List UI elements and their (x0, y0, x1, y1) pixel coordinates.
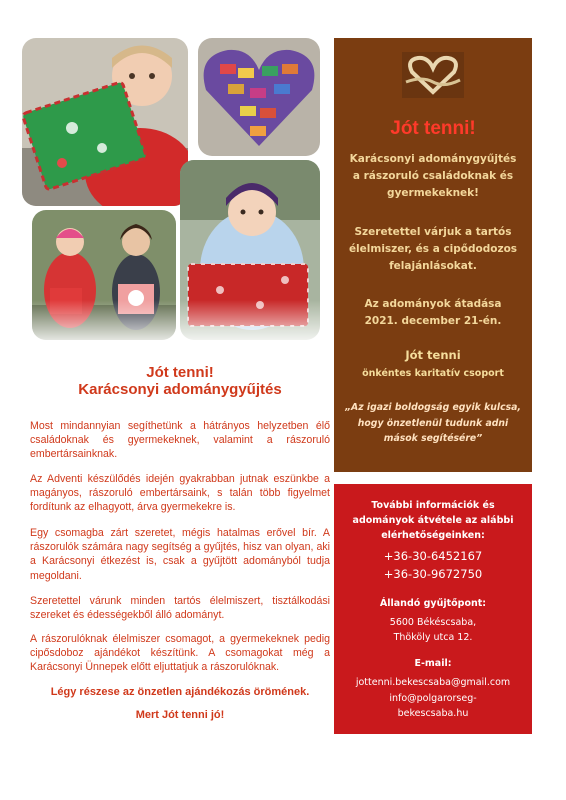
email-link-2[interactable]: info@polgarorseg- bekescsaba.hu (389, 693, 477, 719)
contact-info-heading: További információk és adományok átvétele az alábbi elérhetőségeinken: (352, 500, 514, 541)
closing-line-1: Légy részese az önzetlen ajándékozás örömének. (50, 686, 310, 698)
org-description: önkéntes karitatív csoport (362, 368, 504, 379)
paragraph-2: Az Adventi készülődés idején gyakrabban jutnak eszünkbe a magányos, rászoruló embertársaink, s talán több figyelmet fordítunk az elhagyott, árva gyermekekre is. (30, 473, 330, 514)
panel-handover-date: Az adományok átadása 2021. december 21-én. (364, 298, 502, 327)
panel-invitation: Szeretettel várjuk a tartós élelmiszer, és a cipődodozos felajánlásokat. (348, 226, 518, 272)
email-label: E-mail: (414, 658, 452, 669)
contact-panel (334, 484, 532, 734)
org-name: Jót tenni (405, 348, 461, 362)
collection-address: 5600 Békéscsaba, Thököly utca 12. (389, 617, 477, 643)
paragraph-4: Szeretettel várunk minden tartós élelmiszert, tisztálkodási szereket és édességekből álló adományt. (30, 595, 330, 622)
panel-quote: „Az igazi boldogság egyik kulcsa, hogy önzetlenül tudunk adni mások segítésére” (345, 402, 521, 444)
photo-child-with-gift-box (22, 38, 188, 206)
closing-line-2: Mert Jót tenni jó! (135, 709, 225, 721)
paragraph-3: Egy csomagba zárt szeretet, mégis hatalmas erővel bír. A rászorulók számára nagy segítség a gyűjtés, hisz van olyan, aki a Karácsonyi étkezést is, csak a gyűjtött adományból tudja megoldani. (30, 527, 330, 582)
panel-subtitle: Karácsonyi adománygyűjtés a rászoruló családoknak és gyermekeknek! (349, 153, 517, 199)
event-info-panel (334, 38, 532, 472)
photo-heart-of-shoeboxes (198, 38, 320, 156)
collection-point-label: Állandó gyűjtőpont: (379, 598, 487, 609)
phone-number-2[interactable]: +36-30-9672750 (383, 567, 483, 581)
panel-title: Jót tenni! (390, 118, 476, 139)
phone-number-1[interactable]: +36-30-6452167 (383, 549, 483, 563)
paragraph-1: Most mindannyian segíthetünk a hátrányos helyzetben élő családoknak és gyermekeknek, valamint a rászoruló embertársainknak. (30, 420, 330, 461)
knot-heart-icon (402, 52, 464, 98)
main-heading: Jót tenni! Karácsonyi adománygyűjtés (78, 364, 282, 398)
paragraph-5: A rászorulóknak élelmiszer csomagot, a gyermekeknek pedig cipősdoboz ajándékot készítünk. A csomagokat még a Karácsonyi Ünnepek előtt eljuttatjuk a rászorulóknak. (30, 633, 330, 674)
photo-fade-overlay (20, 300, 330, 360)
email-link-1[interactable]: jottenni.bekescsaba@gmail.com (355, 677, 511, 688)
